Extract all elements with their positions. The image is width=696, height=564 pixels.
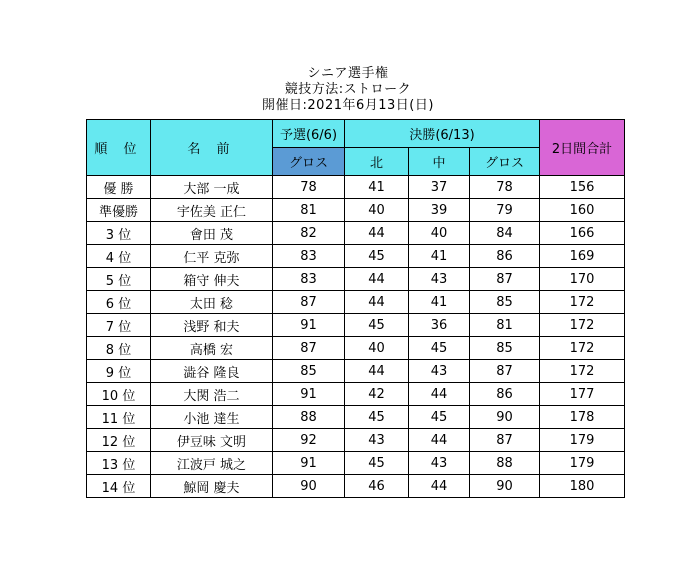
total-cell: 179 [540, 452, 625, 475]
table-row [87, 406, 625, 429]
final-gross-cell: 84 [470, 222, 540, 245]
rank-cell: 14 位 [87, 475, 151, 498]
middle-cell: 41 [409, 291, 470, 314]
table-row [87, 222, 625, 245]
header-qualifying: 予選(6/6) [273, 120, 345, 148]
total-cell: 156 [540, 176, 625, 199]
table-row [87, 360, 625, 383]
middle-cell: 40 [409, 222, 470, 245]
final-gross-cell: 86 [470, 245, 540, 268]
north-cell: 42 [345, 383, 409, 406]
qualifying-gross-cell: 82 [273, 222, 345, 245]
total-cell: 160 [540, 199, 625, 222]
table-row [87, 429, 625, 452]
qualifying-gross-cell: 87 [273, 291, 345, 314]
final-gross-cell: 78 [470, 176, 540, 199]
name-cell: 江波戸 城之 [151, 452, 273, 475]
title-line-format: 競技方法:ストローク [284, 82, 412, 97]
rank-cell: 3 位 [87, 222, 151, 245]
middle-cell: 43 [409, 452, 470, 475]
final-gross-cell: 90 [470, 406, 540, 429]
table-row [87, 337, 625, 360]
table-row [87, 452, 625, 475]
name-cell: 澁谷 隆良 [151, 360, 273, 383]
final-gross-cell: 90 [470, 475, 540, 498]
rank-cell: 優 勝 [87, 176, 151, 199]
header-total: 2日間合計 [540, 120, 625, 176]
results-body [87, 176, 625, 498]
name-cell: 浅野 和夫 [151, 314, 273, 337]
north-cell: 41 [345, 176, 409, 199]
header-north: 北 [345, 148, 409, 176]
north-cell: 45 [345, 245, 409, 268]
total-cell: 169 [540, 245, 625, 268]
final-gross-cell: 85 [470, 337, 540, 360]
north-cell: 43 [345, 429, 409, 452]
total-cell: 177 [540, 383, 625, 406]
middle-cell: 39 [409, 199, 470, 222]
final-gross-cell: 87 [470, 429, 540, 452]
header-gross-final: グロス [470, 148, 540, 176]
qualifying-gross-cell: 83 [273, 245, 345, 268]
total-cell: 179 [540, 429, 625, 452]
name-cell: 仁平 克弥 [151, 245, 273, 268]
rank-cell: 7 位 [87, 314, 151, 337]
rank-cell: 8 位 [87, 337, 151, 360]
north-cell: 45 [345, 314, 409, 337]
middle-cell: 41 [409, 245, 470, 268]
rank-cell: 6 位 [87, 291, 151, 314]
results-table [86, 119, 625, 498]
middle-cell: 37 [409, 176, 470, 199]
final-gross-cell: 87 [470, 360, 540, 383]
north-cell: 44 [345, 268, 409, 291]
table-row [87, 245, 625, 268]
north-cell: 45 [345, 406, 409, 429]
qualifying-gross-cell: 91 [273, 383, 345, 406]
middle-cell: 44 [409, 383, 470, 406]
rank-cell: 4 位 [87, 245, 151, 268]
header-middle: 中 [409, 148, 470, 176]
north-cell: 44 [345, 222, 409, 245]
rank-cell: 13 位 [87, 452, 151, 475]
north-cell: 44 [345, 360, 409, 383]
qualifying-gross-cell: 91 [273, 314, 345, 337]
final-gross-cell: 85 [470, 291, 540, 314]
table-row [87, 475, 625, 498]
rank-cell: 12 位 [87, 429, 151, 452]
name-cell: 伊豆味 文明 [151, 429, 273, 452]
north-cell: 40 [345, 337, 409, 360]
header-rank: 順 位 [87, 120, 151, 176]
middle-cell: 44 [409, 429, 470, 452]
title-line-date: 開催日:2021年6月13日(日) [262, 98, 434, 113]
total-cell: 172 [540, 291, 625, 314]
rank-cell: 9 位 [87, 360, 151, 383]
title-line-event: シニア選手権 [307, 66, 389, 81]
header-final: 決勝(6/13) [345, 120, 540, 148]
middle-cell: 43 [409, 360, 470, 383]
name-cell: 大部 一成 [151, 176, 273, 199]
header-gross-qualifying: グロス [273, 148, 345, 176]
final-gross-cell: 79 [470, 199, 540, 222]
table-row [87, 291, 625, 314]
middle-cell: 36 [409, 314, 470, 337]
final-gross-cell: 81 [470, 314, 540, 337]
table-row [87, 314, 625, 337]
total-cell: 178 [540, 406, 625, 429]
qualifying-gross-cell: 87 [273, 337, 345, 360]
middle-cell: 43 [409, 268, 470, 291]
qualifying-gross-cell: 92 [273, 429, 345, 452]
name-cell: 會田 茂 [151, 222, 273, 245]
final-gross-cell: 88 [470, 452, 540, 475]
middle-cell: 45 [409, 337, 470, 360]
document-title [0, 66, 696, 114]
header-name: 名 前 [151, 120, 273, 176]
qualifying-gross-cell: 83 [273, 268, 345, 291]
table-row [87, 268, 625, 291]
name-cell: 小池 達生 [151, 406, 273, 429]
rank-cell: 10 位 [87, 383, 151, 406]
table-row [87, 199, 625, 222]
total-cell: 172 [540, 360, 625, 383]
total-cell: 172 [540, 337, 625, 360]
middle-cell: 45 [409, 406, 470, 429]
north-cell: 45 [345, 452, 409, 475]
north-cell: 40 [345, 199, 409, 222]
name-cell: 宇佐美 正仁 [151, 199, 273, 222]
qualifying-gross-cell: 85 [273, 360, 345, 383]
rank-cell: 11 位 [87, 406, 151, 429]
table-row [87, 383, 625, 406]
qualifying-gross-cell: 78 [273, 176, 345, 199]
total-cell: 166 [540, 222, 625, 245]
qualifying-gross-cell: 90 [273, 475, 345, 498]
total-cell: 180 [540, 475, 625, 498]
name-cell: 箱守 伸夫 [151, 268, 273, 291]
name-cell: 太田 稔 [151, 291, 273, 314]
final-gross-cell: 87 [470, 268, 540, 291]
middle-cell: 44 [409, 475, 470, 498]
total-cell: 170 [540, 268, 625, 291]
table-row [87, 176, 625, 199]
total-cell: 172 [540, 314, 625, 337]
name-cell: 大関 浩二 [151, 383, 273, 406]
final-gross-cell: 86 [470, 383, 540, 406]
name-cell: 高橋 宏 [151, 337, 273, 360]
qualifying-gross-cell: 91 [273, 452, 345, 475]
rank-cell: 5 位 [87, 268, 151, 291]
north-cell: 44 [345, 291, 409, 314]
name-cell: 鯨岡 慶夫 [151, 475, 273, 498]
qualifying-gross-cell: 81 [273, 199, 345, 222]
qualifying-gross-cell: 88 [273, 406, 345, 429]
north-cell: 46 [345, 475, 409, 498]
rank-cell: 準優勝 [87, 199, 151, 222]
